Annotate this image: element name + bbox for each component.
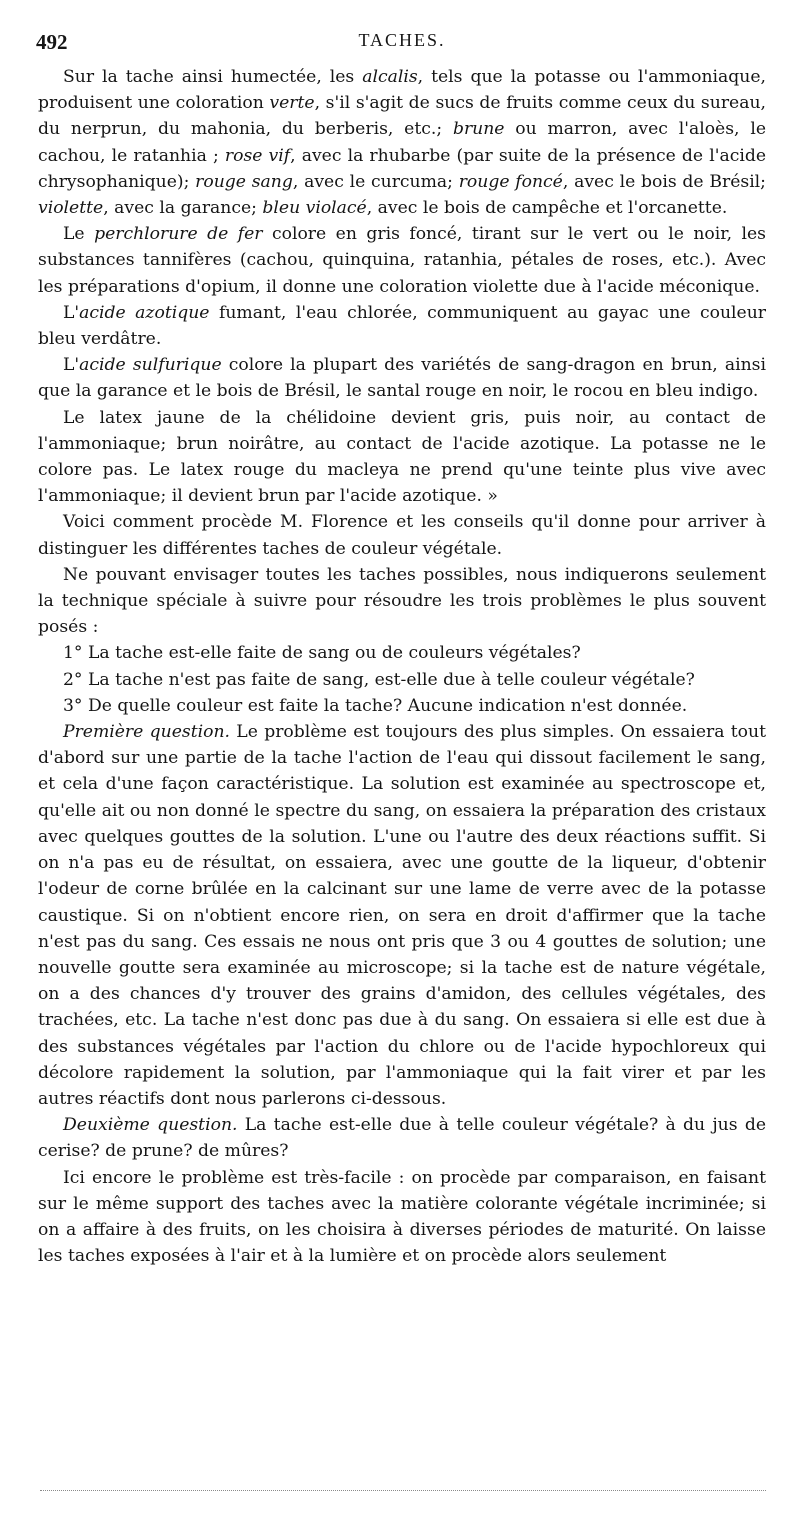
italic-term: acide azotique [79,302,210,323]
paragraph [38,667,766,693]
text-run: Le [63,224,95,245]
paragraph [38,1112,766,1164]
text-run: 1° La tache est-elle faite de sang ou de couleurs végétales? [63,643,581,664]
text-run: La tache est-elle due à telle couleur végétale? à du jus de cerise? de prune? de mûres? [38,1115,766,1162]
italic-term: Première question. [63,722,230,743]
italic-term: violette [38,198,104,219]
paragraph [38,640,766,666]
text-run: , avec le curcuma; [292,171,459,192]
text-run: Ne pouvant envisager toutes les taches possibles, nous indiquerons seulement la technique spéciale à suivre pour résoudre les trois problèmes le plus souvent posés : [38,564,766,638]
text-run: Le latex jaune de la chélidoine devient gris, puis noir, au contact de l'ammoniaque; brun noirâtre, au contact de l'acide azotique. La potasse ne le colore pas. Le latex rouge du macleya ne prend qu'une teinte plus vive avec l'ammoniaque; il devient brun par l'acide azotique. » [38,407,766,507]
italic-term: rouge sang [195,171,293,192]
text-run: , avec le bois de Brésil; [562,171,766,192]
running-head: TACHES. [358,30,446,50]
text-run: fumant, l'eau chlorée, communiquent au gayac une couleur bleu verdâtre. [38,302,766,350]
paragraph [38,562,766,641]
paragraph [38,693,766,719]
text-run: Sur la tache ainsi humectée, les [63,67,363,87]
paragraph [38,1165,766,1270]
paragraph [38,221,766,300]
text-run: ou marron, avec l'aloès, le cachou, le ratanhia ; [38,119,766,166]
text-run: , s'il s'agit de sucs de fruits comme ceux du sureau, du nerprun, du mahonia, du berberis, etc.; [38,93,766,140]
text-run: colore la plupart des variétés de sang-dragon en brun, ainsi que la garance et le bois de Brésil, le santal rouge en noir, le rocou en bleu indigo. [38,355,766,402]
italic-term: bleu violacé [262,198,367,219]
paragraph [38,509,766,561]
text-run: 2° La tache n'est pas faite de sang, est-elle due à telle couleur végétale? [63,669,695,690]
text-run: L' [63,355,80,376]
italic-term: Deuxième question. [63,1115,238,1136]
text-run: , avec la rhubarbe (par suite de la présence de l'acide chrysophanique); [38,145,766,192]
text-run: L' [63,302,80,323]
text-run: Le problème est toujours des plus simples. On essaiera tout d'abord sur une partie de la tache l'action de l'eau qui dissout facilement le sang, et cela d'une façon caractéristique. La solution est examinée au spectroscope et, qu'elle ait ou non donné le spectre du sang, on essaiera la préparation des cristaux avec quelques gouttes de la solution. L'une ou l'autre des deux réactions suffit. Si on n'a pas eu de résultat, on essaiera, avec une goutte de la liqueur, d'obtenir l'odeur de corne brûlée en la calcinant sur une lame de verre avec de la potasse caustique. Si on n'obtient encore rien, on sera en droit d'affirmer que la tache n'est pas du sang. Ces essais ne nous ont pris que 3 ou 4 gouttes de solution; une nouvelle goutte sera examinée au microscope; si la tache est de nature végétale, on a des chances d'y trouver des grains d'amidon, des cellules végétales, des trachées, etc. La tache n'est donc pas due à du sang. On essaiera si elle est due à des substances végétales par l'action du chlore ou de l'acide hypochloreux qui décolore rapidement la solution, par l'ammoniaque qui la fait virer et par les autres réactifs dont nous parlerons ci-dessous. [38,722,767,1109]
italic-term: rose vif [224,145,291,166]
paragraph [38,405,766,510]
text-run: colore en gris foncé, tirant sur le vert ou le noir, les substances tannifères (cachou, quinquina, ratanhia, pétales de roses, etc.). Avec les préparations d'opium, il donne une coloration violette due à l'acide méconique. [38,224,766,297]
text-run: Ici encore le problème est très-facile : on procède par comparaison, en faisant sur le même support des taches avec la matière colorante végétale incriminée; si on a affaire à des fruits, on les choisira à diverses périodes de maturité. On laisse les taches exposées à l'air et à la lumière et on procède alors seulement [38,1167,766,1267]
italic-term: rouge foncé [458,171,563,192]
italic-term: acide sulfurique [79,355,222,376]
paragraph [38,352,766,404]
footer-rule [40,1490,766,1491]
page-header [36,30,768,56]
paragraph [38,64,766,221]
italic-term: alcalis [362,67,418,87]
body-text [38,64,766,1269]
page-number: 492 [36,30,68,54]
text-run: 3° De quelle couleur est faite la tache? Aucune indication n'est donnée. [63,695,688,716]
italic-term: brune [452,119,505,140]
text-run: Voici comment procède M. Florence et les conseils qu'il donne pour arriver à distinguer les différentes taches de couleur végétale. [38,512,766,559]
italic-term: verte [269,93,315,114]
italic-term: perchlorure de fer [94,224,263,245]
text-run: , tels que la potasse ou l'ammoniaque, produisent une coloration [38,67,766,114]
paragraph [38,300,766,352]
text-run: , avec la garance; [103,198,263,219]
paragraph [38,719,766,1112]
text-run: , avec le bois de campêche et l'orcanette. [366,198,728,219]
